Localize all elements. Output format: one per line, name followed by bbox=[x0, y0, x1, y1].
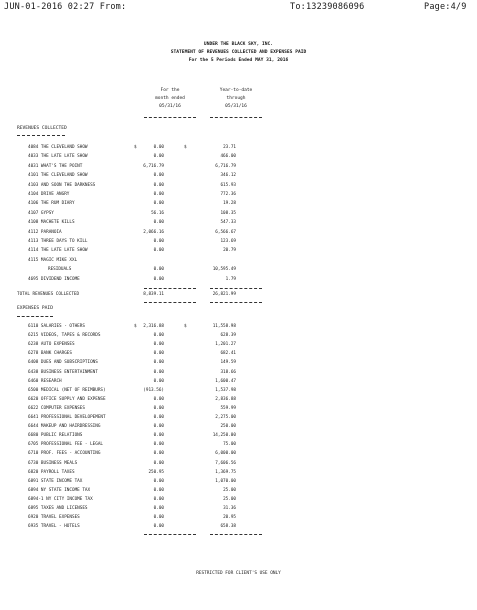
table-row bbox=[0, 370, 477, 378]
row-month-amount: 2,066.16 bbox=[143, 229, 164, 235]
table-row bbox=[0, 342, 477, 350]
row-label: 4101 THE CLEVELAND SHOW bbox=[28, 173, 88, 179]
row-ytd-amount: 123.69 bbox=[220, 239, 236, 244]
row-label: 6894-1 NY CITY INCOME TAX bbox=[28, 496, 93, 502]
row-label: 4104 DRIVE ANGRY bbox=[28, 192, 70, 197]
row-ytd-amount: 19.28 bbox=[223, 201, 236, 207]
row-ytd-amount: 10,595.49 bbox=[212, 267, 236, 273]
row-ytd-amount: 6,000.00 bbox=[215, 451, 236, 457]
row-month-amount: 0.00 bbox=[153, 333, 164, 339]
table-row bbox=[0, 406, 477, 414]
row-month-amount: 0.00 bbox=[153, 378, 164, 384]
table-row bbox=[0, 324, 477, 332]
table-row bbox=[0, 164, 477, 172]
dollar-sign: $ bbox=[184, 324, 187, 329]
table-row bbox=[0, 360, 477, 368]
statement-title: STATEMENT OF REVENUES COLLECTED AND EXPENSES PAID bbox=[170, 50, 307, 55]
row-ytd-amount: 466.00 bbox=[220, 154, 236, 160]
row-label: 4112 PARANOIA bbox=[28, 229, 62, 235]
row-ytd-amount: 346.12 bbox=[220, 173, 236, 179]
revenues-subtotal-rule-month bbox=[144, 288, 196, 289]
table-row bbox=[0, 230, 477, 238]
row-ytd-amount: 1.79 bbox=[225, 276, 236, 282]
row-label: 6730 BUSINESS MEALS bbox=[28, 460, 78, 466]
row-label: 6460 RESEARCH bbox=[28, 378, 62, 384]
row-ytd-amount: 1,070.00 bbox=[215, 478, 236, 484]
row-ytd-amount: 6,566.67 bbox=[215, 229, 236, 235]
row-label: 4033 THE LATE LATE SHOW bbox=[28, 154, 88, 160]
table-row bbox=[0, 379, 477, 387]
row-month-amount: 0.00 bbox=[153, 369, 164, 375]
table-row bbox=[0, 351, 477, 359]
row-label: 4695 DIVIDEND INCOME bbox=[28, 276, 80, 282]
expenses-title-underline bbox=[17, 316, 53, 317]
revenues-section-title: REVENUES COLLECTED bbox=[17, 126, 67, 131]
row-label: 6935 TRAVEL - HOTELS bbox=[28, 524, 80, 530]
table-row bbox=[0, 277, 477, 285]
month-header-line3: 05/31/16 bbox=[159, 104, 181, 109]
table-row bbox=[0, 433, 477, 441]
row-month-amount: 0.00 bbox=[153, 415, 164, 420]
table-row bbox=[0, 220, 477, 228]
row-month-amount: 0.00 bbox=[153, 451, 164, 457]
row-label: 6644 MAKEUP AND HAIRDRESSING bbox=[28, 424, 101, 430]
row-month-amount: 0.00 bbox=[153, 201, 164, 207]
month-header-line2: month ended bbox=[155, 96, 185, 101]
table-row bbox=[0, 497, 477, 505]
row-ytd-amount: 149.59 bbox=[220, 360, 236, 366]
row-month-amount: 0.00 bbox=[153, 424, 164, 430]
row-ytd-amount: 20.95 bbox=[223, 515, 236, 521]
table-row bbox=[0, 488, 477, 496]
row-label: 4113 THREE DAYS TO KILL bbox=[28, 239, 88, 244]
row-label: 4115 MAGIC MIKE XXL bbox=[28, 257, 78, 263]
row-month-amount: 0.00 bbox=[153, 524, 164, 530]
row-month-amount: 0.00 bbox=[153, 478, 164, 484]
table-row bbox=[0, 524, 477, 532]
row-label: 6920 TRAVEL EXPENSES bbox=[28, 515, 80, 521]
row-label: 6641 PROFESSIONAL DEVELOPEMENT bbox=[28, 415, 106, 420]
row-ytd-amount: 7,606.56 bbox=[215, 460, 236, 466]
row-label: 6820 PAYROLL TAXES bbox=[28, 469, 75, 475]
expenses-section-title: EXPENSES PAID bbox=[17, 306, 53, 311]
revenues-total-month: 8,839.11 bbox=[143, 292, 164, 297]
month-header-line1: For the bbox=[160, 88, 180, 93]
row-month-amount: 56.16 bbox=[151, 210, 164, 216]
expenses-subtotal-rule-month bbox=[144, 534, 196, 535]
row-label: 4084 THE CLEVELAND SHOW bbox=[28, 145, 88, 150]
row-month-amount: 2,316.88 bbox=[143, 324, 164, 329]
row-month-amount: 0.00 bbox=[153, 442, 164, 448]
row-ytd-amount: 11,558.98 bbox=[212, 324, 236, 329]
row-label: 6500 MEDICAL (NET OF REIMBURS) bbox=[28, 387, 106, 393]
row-label: 6680 PUBLIC RELATIONS bbox=[28, 433, 83, 439]
column-header-rule-ytd bbox=[210, 117, 262, 118]
row-ytd-amount: 2,275.00 bbox=[215, 415, 236, 420]
row-ytd-amount: 1,201.27 bbox=[215, 342, 236, 348]
row-month-amount: 0.00 bbox=[153, 145, 164, 150]
table-row bbox=[0, 258, 477, 266]
row-ytd-amount: 318.66 bbox=[220, 369, 236, 375]
row-month-amount: 0.00 bbox=[153, 267, 164, 273]
company-name: UNDER THE BLACK SKY, INC. bbox=[203, 42, 274, 47]
ytd-header-line2: through bbox=[226, 96, 246, 101]
dollar-sign: $ bbox=[184, 145, 187, 150]
table-row bbox=[0, 173, 477, 181]
row-ytd-amount: 20.79 bbox=[223, 248, 236, 254]
row-month-amount: 0.00 bbox=[153, 405, 164, 411]
ytd-column-header bbox=[206, 87, 266, 111]
row-label: 6895 TAXES AND LICENSES bbox=[28, 506, 88, 511]
row-label: 4106 THE RUM DIARY bbox=[28, 201, 75, 207]
row-month-amount: 0.00 bbox=[153, 239, 164, 244]
table-row bbox=[0, 415, 477, 423]
row-ytd-amount: 559.99 bbox=[220, 405, 236, 411]
table-row bbox=[0, 424, 477, 432]
table-row bbox=[0, 506, 477, 514]
table-row bbox=[0, 470, 477, 478]
row-ytd-amount: 75.00 bbox=[223, 442, 236, 448]
table-row bbox=[0, 397, 477, 405]
ytd-header-line3: 05/31/16 bbox=[225, 104, 247, 109]
table-row bbox=[0, 154, 477, 162]
row-ytd-amount: 23.71 bbox=[223, 145, 236, 150]
row-label: RESIDUALS bbox=[48, 267, 72, 273]
ytd-header-line1: Year-to-date bbox=[219, 88, 253, 93]
row-month-amount: (913.56) bbox=[143, 387, 164, 393]
revenues-title-underline bbox=[17, 135, 65, 136]
fax-recipient-line: To:13239086096 bbox=[290, 2, 365, 12]
row-month-amount: 0.00 bbox=[153, 496, 164, 502]
table-row bbox=[0, 248, 477, 256]
row-label: 6110 SALARIES - OTHERS bbox=[28, 324, 85, 329]
row-label: 6894 NY STATE INCOME TAX bbox=[28, 487, 91, 493]
row-label: 6438 BUSINESS ENTERTAINMENT bbox=[28, 369, 98, 375]
table-row bbox=[0, 201, 477, 209]
revenues-total-ytd: 26,821.99 bbox=[212, 292, 236, 297]
table-row bbox=[0, 442, 477, 450]
table-row bbox=[0, 145, 477, 153]
row-month-amount: 0.00 bbox=[153, 182, 164, 188]
table-row bbox=[0, 388, 477, 396]
row-ytd-amount: 1,537.98 bbox=[215, 387, 236, 393]
row-label: 4107 GYPSY bbox=[28, 210, 54, 216]
row-month-amount: 0.00 bbox=[153, 487, 164, 493]
row-month-amount: 0.00 bbox=[153, 351, 164, 357]
row-month-amount: 0.00 bbox=[153, 396, 164, 402]
revenues-total-rule-month bbox=[144, 302, 196, 303]
expenses-subtotal-rule-ytd bbox=[210, 534, 262, 535]
statement-period: For the 5 Periods Ended MAY 31, 2016 bbox=[188, 58, 289, 63]
row-month-amount: 0.00 bbox=[153, 220, 164, 226]
revenues-total-label: TOTAL REVENUES COLLECTED bbox=[17, 292, 80, 297]
restricted-use-notice: RESTRICTED FOR CLIENT'S USE ONLY bbox=[196, 571, 281, 576]
row-label: 6710 PROF. FEES - ACCOUNTING bbox=[28, 451, 101, 457]
row-label: 6408 DUES AND SUBSCRIPTIONS bbox=[28, 360, 98, 366]
revenues-total-rule-ytd bbox=[210, 302, 262, 303]
row-month-amount: 0.00 bbox=[153, 342, 164, 348]
row-ytd-amount: 108.35 bbox=[220, 210, 236, 216]
table-row bbox=[0, 239, 477, 247]
row-month-amount: 0.00 bbox=[153, 192, 164, 197]
row-label: 4103 AND SOON THE DARKNESS bbox=[28, 182, 96, 188]
row-label: 6705 PROFESSIONAL FEE - LEGAL bbox=[28, 442, 104, 448]
row-ytd-amount: 615.93 bbox=[220, 182, 236, 188]
row-ytd-amount: 658.38 bbox=[220, 524, 236, 530]
table-row bbox=[0, 267, 477, 275]
table-row bbox=[0, 211, 477, 219]
row-ytd-amount: 250.00 bbox=[220, 424, 236, 430]
revenues-total-row bbox=[0, 292, 477, 300]
row-label: 6622 COMPUTER EXPENSES bbox=[28, 405, 85, 411]
row-label: 6215 VIDEOS, TAPES & RECORDS bbox=[28, 333, 101, 339]
table-row bbox=[0, 192, 477, 200]
table-row bbox=[0, 333, 477, 341]
row-ytd-amount: 682.41 bbox=[220, 351, 236, 357]
row-label: 4031 WHAT'S THE POINT bbox=[28, 163, 83, 169]
revenues-subtotal-rule-ytd bbox=[210, 288, 262, 289]
row-label: 6891 STATE INCOME TAX bbox=[28, 478, 83, 484]
row-label: 6238 AUTO EXPENSES bbox=[28, 342, 75, 348]
table-row bbox=[0, 479, 477, 487]
table-row bbox=[0, 183, 477, 191]
row-month-amount: 0.00 bbox=[153, 515, 164, 521]
row-month-amount: 0.00 bbox=[153, 460, 164, 466]
row-ytd-amount: 14,250.00 bbox=[212, 433, 236, 439]
row-month-amount: 0.00 bbox=[153, 248, 164, 254]
row-ytd-amount: 547.33 bbox=[220, 220, 236, 226]
row-ytd-amount: 1,369.75 bbox=[215, 469, 236, 475]
row-ytd-amount: 25.00 bbox=[223, 496, 236, 502]
row-month-amount: 0.00 bbox=[153, 173, 164, 179]
row-label: 6620 OFFICE SUPPLY AND EXPENSE bbox=[28, 396, 106, 402]
row-ytd-amount: 1,600.47 bbox=[215, 378, 236, 384]
column-header-rule-month bbox=[144, 117, 196, 118]
row-ytd-amount: 31.36 bbox=[223, 506, 236, 511]
row-label: 4114 THE LATE LATE SHOW bbox=[28, 248, 88, 254]
dollar-sign: $ bbox=[134, 145, 137, 150]
fax-page-number: Page:4/9 bbox=[424, 2, 467, 12]
row-month-amount: 0.00 bbox=[153, 154, 164, 160]
table-row bbox=[0, 515, 477, 523]
dollar-sign: $ bbox=[134, 324, 137, 329]
row-month-amount: 6,716.79 bbox=[143, 163, 164, 169]
row-ytd-amount: 2,836.88 bbox=[215, 396, 236, 402]
fax-sender-line: JUN-01-2016 02:27 From: bbox=[4, 2, 127, 12]
row-month-amount: 0.00 bbox=[153, 433, 164, 439]
row-ytd-amount: 628.39 bbox=[220, 333, 236, 339]
row-month-amount: 250.95 bbox=[148, 469, 164, 475]
row-ytd-amount: 6,716.79 bbox=[215, 163, 236, 169]
row-month-amount: 0.00 bbox=[153, 276, 164, 282]
table-row bbox=[0, 451, 477, 459]
row-ytd-amount: 772.36 bbox=[220, 192, 236, 197]
row-label: 6278 BANK CHARGES bbox=[28, 351, 72, 357]
month-column-header bbox=[140, 87, 200, 111]
row-label: 4108 MACHETE KILLS bbox=[28, 220, 75, 226]
row-ytd-amount: 25.00 bbox=[223, 487, 236, 493]
table-row bbox=[0, 461, 477, 469]
row-month-amount: 0.00 bbox=[153, 506, 164, 511]
row-month-amount: 0.00 bbox=[153, 360, 164, 366]
